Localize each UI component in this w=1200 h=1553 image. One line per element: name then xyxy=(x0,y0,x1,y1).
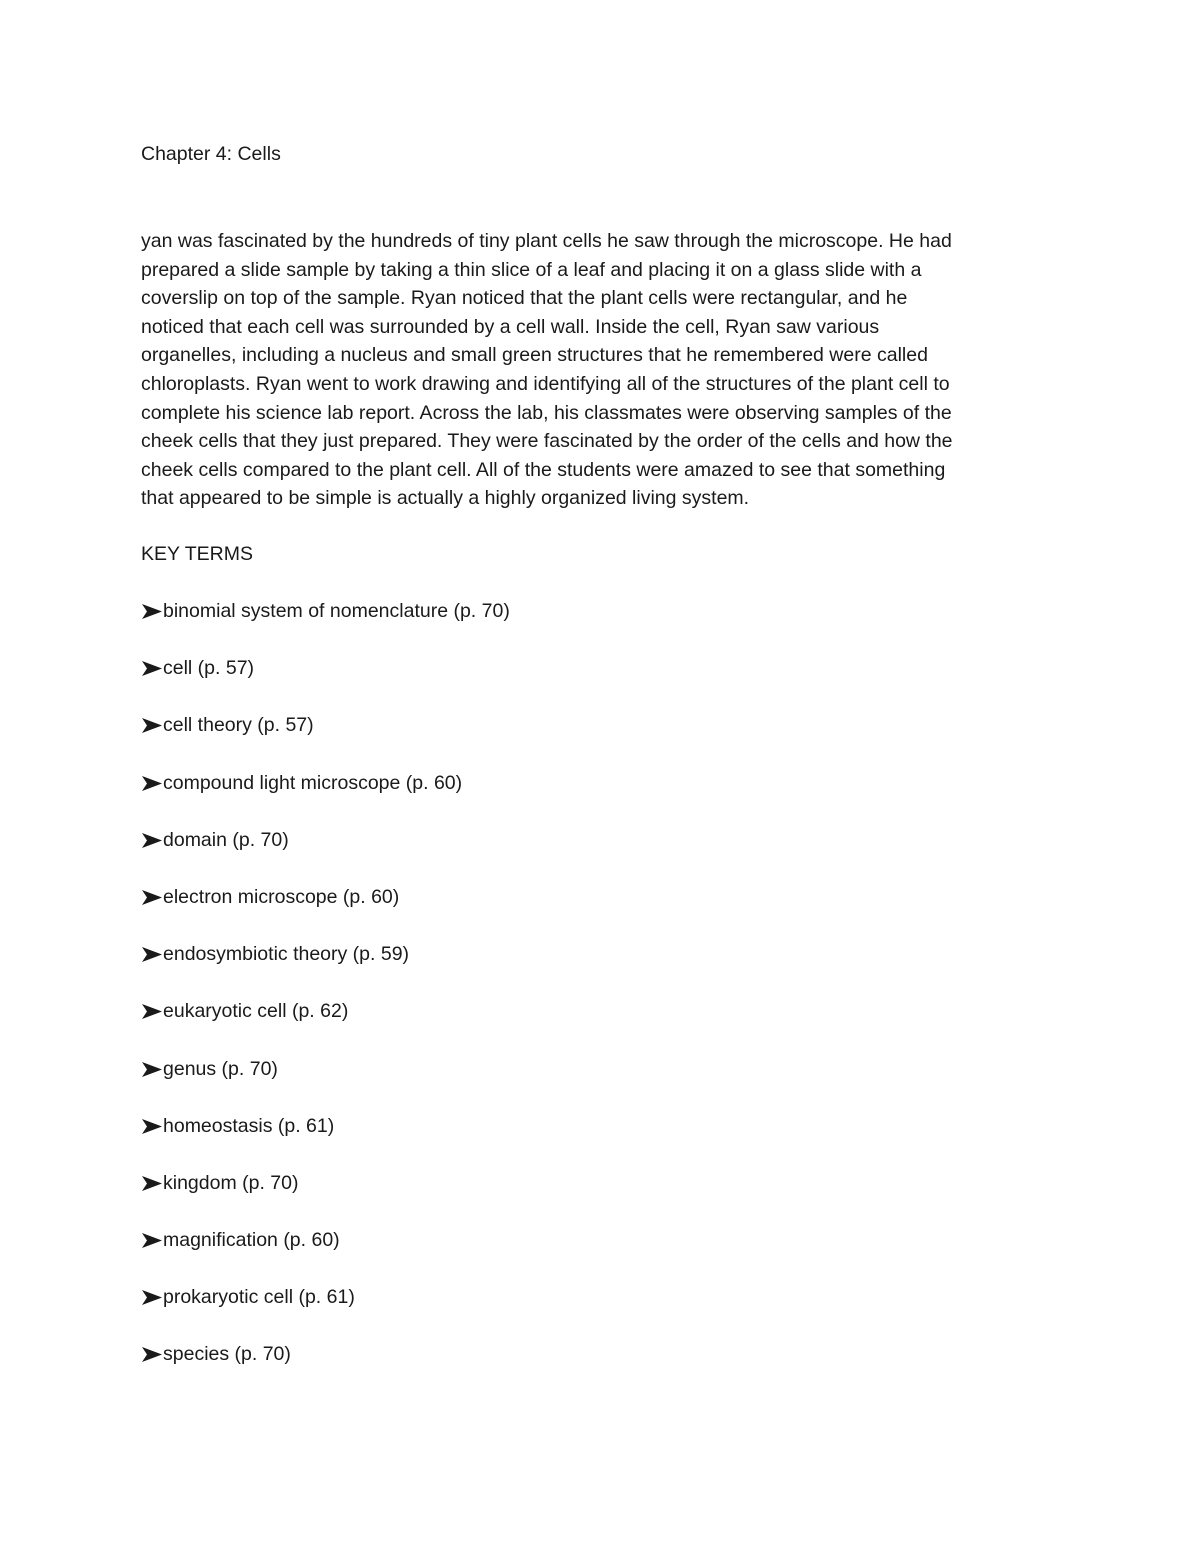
key-term-text: endosymbiotic theory (p. 59) xyxy=(163,943,410,966)
arrowhead-bullet-icon xyxy=(141,941,163,967)
key-term-item xyxy=(141,1056,510,1113)
arrowhead-bullet-icon xyxy=(141,712,163,738)
paragraph-line: yan was fascinated by the hundreds of tiny plant cells he saw through the microscope. He had xyxy=(141,230,952,252)
key-term-text: magnification (p. 60) xyxy=(163,1229,340,1252)
key-term-item xyxy=(141,770,510,827)
arrowhead-bullet-icon xyxy=(141,1227,163,1253)
key-term-text: domain (p. 70) xyxy=(163,828,289,851)
key-term-item xyxy=(141,1227,510,1284)
key-terms-heading: KEY TERMS xyxy=(141,543,253,565)
paragraph-line: that appeared to be simple is actually a highly organized living system. xyxy=(141,487,750,510)
paragraph-line: coverslip on top of the sample. Ryan noticed that the plant cells were rectangular, and he xyxy=(141,287,908,310)
key-term-item xyxy=(141,598,510,655)
key-term-item xyxy=(141,1284,510,1341)
paragraph-line: chloroplasts. Ryan went to work drawing and identifying all of the structures of the plant cell to xyxy=(141,372,950,395)
key-term-item xyxy=(141,1341,510,1398)
arrowhead-bullet-icon xyxy=(141,1284,163,1310)
arrowhead-bullet-icon xyxy=(141,1113,163,1139)
key-term-text: cell (p. 57) xyxy=(163,657,255,680)
key-term-item xyxy=(141,655,510,712)
paragraph-line: cheek cells that they just prepared. They were fascinated by the order of the cells and how the xyxy=(141,430,953,453)
key-term-item xyxy=(141,884,510,941)
arrowhead-bullet-icon xyxy=(141,1170,163,1196)
paragraph-line: prepared a slide sample by taking a thin slice of a leaf and placing it on a glass slide with a xyxy=(141,258,922,281)
key-term-text: prokaryotic cell (p. 61) xyxy=(163,1286,355,1309)
arrowhead-bullet-icon xyxy=(141,1341,163,1367)
key-term-text: compound light microscope (p. 60) xyxy=(163,771,463,794)
key-term-text: electron microscope (p. 60) xyxy=(163,885,400,908)
paragraph-line: complete his science lab report. Across the lab, his classmates were observing samples of the xyxy=(141,401,952,424)
paragraph-line: cheek cells compared to the plant cell. All of the students were amazed to see that something xyxy=(141,458,946,481)
key-term-text: genus (p. 70) xyxy=(163,1057,278,1080)
key-term-item xyxy=(141,1113,510,1170)
arrowhead-bullet-icon xyxy=(141,1056,163,1082)
key-term-item xyxy=(141,998,510,1055)
intro-paragraph xyxy=(141,227,1046,513)
key-term-text: homeostasis (p. 61) xyxy=(163,1114,335,1137)
paragraph-line: noticed that each cell was surrounded by a cell wall. Inside the cell, Ryan saw various xyxy=(141,315,880,338)
arrowhead-bullet-icon xyxy=(141,884,163,910)
chapter-title: Chapter 4: Cells xyxy=(141,143,281,165)
key-term-text: eukaryotic cell (p. 62) xyxy=(163,1000,349,1023)
key-terms-list xyxy=(141,598,510,1399)
key-term-text: binomial system of nomenclature (p. 70) xyxy=(163,600,510,622)
arrowhead-bullet-icon xyxy=(141,998,163,1024)
arrowhead-bullet-icon xyxy=(141,770,163,796)
key-term-item xyxy=(141,827,510,884)
arrowhead-bullet-icon xyxy=(141,655,163,681)
key-term-text: cell theory (p. 57) xyxy=(163,714,314,737)
key-term-text: kingdom (p. 70) xyxy=(163,1171,299,1194)
key-term-item xyxy=(141,941,510,998)
arrowhead-bullet-icon xyxy=(141,827,163,853)
key-term-item xyxy=(141,1170,510,1227)
arrowhead-bullet-icon xyxy=(141,598,163,624)
key-term-text: species (p. 70) xyxy=(163,1343,291,1366)
key-term-item xyxy=(141,712,510,769)
paragraph-line: organelles, including a nucleus and small green structures that he remembered were called xyxy=(141,344,928,367)
